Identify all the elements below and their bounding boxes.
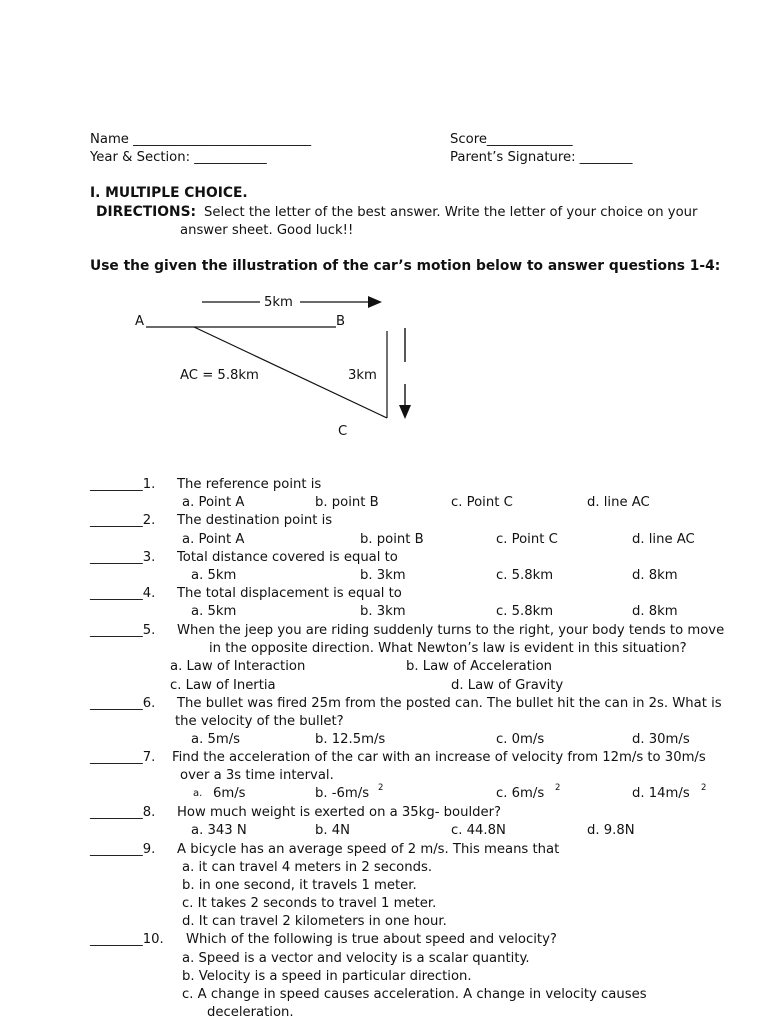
choice-a: a. Point A (182, 495, 245, 510)
choice-b: b. Velocity is a speed in particular direction. (182, 969, 472, 984)
name-field-label: Name ___________________________ (90, 132, 312, 147)
answer-blank: ________7. (90, 750, 156, 765)
point-a-label: A (135, 314, 145, 329)
choice-a: a. 343 N (191, 823, 247, 838)
question-text-continued: over a 3s time interval. (180, 768, 334, 783)
choice-d: d. 8km (632, 604, 678, 619)
choice-c: c. 5.8km (496, 604, 554, 619)
choice-c: c. 5.8km (496, 568, 554, 583)
choice-a: a. 5km (191, 604, 237, 619)
choice-d-superscript: 2 (701, 783, 707, 793)
choice-d: d. 14m/s (632, 786, 690, 801)
answer-blank: ________9. (90, 842, 156, 857)
choice-b: b. point B (360, 532, 424, 547)
question-text: A bicycle has an average speed of 2 m/s. This means that (177, 842, 560, 857)
choice-b-superscript: 2 (378, 783, 384, 793)
illustration-instruction: Use the given the illustration of the car’s motion below to answer questions 1-4: (90, 258, 721, 274)
answer-blank: ________4. (90, 586, 156, 601)
choice-c: c. 6m/s (496, 786, 545, 801)
choice-b: b. 4N (315, 823, 351, 838)
answer-blank: ________2. (90, 513, 156, 528)
question-text: The destination point is (177, 513, 333, 528)
choice-b: b. 12.5m/s (315, 732, 386, 747)
choice-c-superscript: 2 (555, 783, 561, 793)
choice-b: b. Law of Acceleration (406, 659, 553, 674)
question-text: The total displacement is equal to (177, 586, 402, 601)
question-text: How much weight is exerted on a 35kg- boulder? (177, 805, 502, 820)
top-arrow-label: 5km (264, 295, 293, 310)
section-title: I. MULTIPLE CHOICE. (90, 185, 248, 201)
choice-c: c. 0m/s (496, 732, 545, 747)
choice-d: d. 8km (632, 568, 678, 583)
question-text: The reference point is (177, 477, 322, 492)
choice-a: a. Point A (182, 532, 245, 547)
choice-d: d. line AC (587, 495, 650, 510)
question-text-continued: in the opposite direction. What Newton’s law is evident in this situation? (209, 641, 687, 656)
choice-a: 6m/s (213, 786, 246, 801)
answer-blank: ________5. (90, 623, 156, 638)
parent-signature-field-label: Parent’s Signature: ________ (450, 150, 633, 165)
top-arrow-head (368, 296, 382, 308)
question-text: Total distance covered is equal to (177, 550, 398, 565)
choice-c: c. It takes 2 seconds to travel 1 meter. (182, 896, 437, 911)
answer-blank: ________3. (90, 550, 156, 565)
choice-a: a. 5m/s (191, 732, 241, 747)
choice-c-continued: deceleration. (207, 1005, 294, 1020)
choice-b: b. in one second, it travels 1 meter. (182, 878, 417, 893)
choice-a-letter: a. (193, 788, 203, 799)
choice-b: b. 3km (360, 604, 406, 619)
choice-a: a. it can travel 4 meters in 2 seconds. (182, 860, 433, 875)
question-text: When the jeep you are riding suddenly turns to the right, your body tends to move (177, 623, 725, 638)
choice-c: c. 44.8N (451, 823, 506, 838)
choice-c: c. Point C (496, 532, 558, 547)
answer-blank: ________6. (90, 696, 156, 711)
down-arrow-head (399, 405, 411, 419)
answer-blank: ________8. (90, 805, 156, 820)
point-b-label: B (336, 314, 346, 329)
choice-d: d. line AC (632, 532, 695, 547)
question-text: The bullet was fired 25m from the posted can. The bullet hit the can in 2s. What is (177, 696, 722, 711)
choice-d: d. 30m/s (632, 732, 690, 747)
directions-text: Select the letter of the best answer. Write the letter of your choice on your (204, 205, 698, 220)
choice-a: a. 5km (191, 568, 237, 583)
question-text: Which of the following is true about speed and velocity? (186, 932, 557, 947)
choice-d: d. 9.8N (587, 823, 635, 838)
answer-blank: ________1. (90, 477, 156, 492)
year-section-field-label: Year & Section: ___________ (90, 150, 267, 165)
directions-text-continued: answer sheet. Good luck!! (180, 223, 354, 238)
bc-distance-label: 3km (348, 368, 377, 383)
choice-d: d. Law of Gravity (451, 678, 564, 693)
choice-c: c. Law of Inertia (170, 678, 276, 693)
question-text: Find the acceleration of the car with an increase of velocity from 12m/s to 30m/s (172, 750, 706, 765)
score-field-label: Score_____________ (450, 132, 573, 147)
choice-a: a. Speed is a vector and velocity is a scalar quantity. (182, 951, 530, 966)
choice-c: c. A change in speed causes acceleration. A change in velocity causes (182, 987, 647, 1002)
ac-distance-label: AC = 5.8km (180, 368, 259, 383)
choice-d: d. It can travel 2 kilometers in one hour. (182, 914, 447, 929)
choice-b: b. point B (315, 495, 379, 510)
point-c-label: C (338, 424, 348, 439)
choice-b: b. -6m/s (315, 786, 370, 801)
choice-c: c. Point C (451, 495, 513, 510)
question-text-continued: the velocity of the bullet? (175, 714, 344, 729)
choice-a: a. Law of Interaction (170, 659, 306, 674)
directions-label: DIRECTIONS: (96, 204, 197, 220)
answer-blank: ________10. (90, 932, 164, 947)
choice-b: b. 3km (360, 568, 406, 583)
